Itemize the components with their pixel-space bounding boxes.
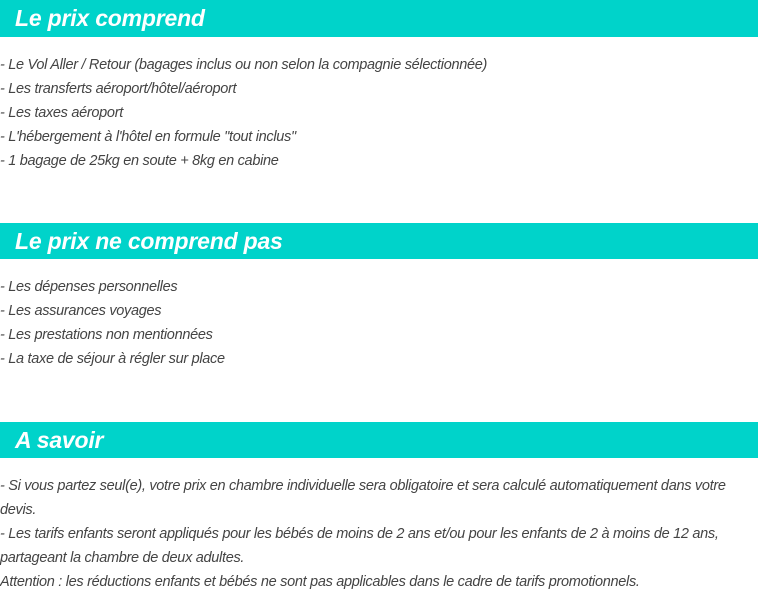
list-item: - Les taxes aéroport	[0, 105, 123, 121]
list-item: - Si vous partez seul(e), votre prix en chambre individuelle sera obligatoire et sera calculé automatiquement dans votre devis.	[0, 478, 726, 518]
list-item: - Les dépenses personnelles	[0, 279, 178, 295]
list-item: - Les prestations non mentionnées	[0, 327, 213, 343]
list-item: - Le Vol Aller / Retour (bagages inclus ou non selon la compagnie sélectionnée)	[0, 57, 488, 73]
good-to-know-list	[0, 474, 758, 594]
section-price-excludes	[0, 223, 758, 371]
section-price-includes	[0, 0, 758, 173]
section-good-to-know	[0, 422, 758, 594]
list-item: - 1 bagage de 25kg en soute + 8kg en cabine	[0, 153, 279, 169]
section-heading-price-includes: Le prix comprend	[0, 0, 758, 37]
price-excludes-list	[0, 275, 758, 371]
list-item: - La taxe de séjour à régler sur place	[0, 351, 225, 367]
list-item: - Les tarifs enfants seront appliqués pour les bébés de moins de 2 ans et/ou pour les enfants de 2 à moins de 12 ans, partageant la chambre de deux adultes.	[0, 526, 719, 566]
list-item: - Les transferts aéroport/hôtel/aéroport	[0, 81, 237, 97]
price-includes-list	[0, 53, 758, 173]
section-heading-price-excludes: Le prix ne comprend pas	[0, 223, 758, 259]
section-heading-good-to-know: A savoir	[0, 422, 758, 458]
list-item: - Les assurances voyages	[0, 303, 162, 319]
attention-note: Attention : les réductions enfants et bébés ne sont pas applicables dans le cadre de tarifs promotionnels.	[0, 574, 640, 590]
list-item: - L'hébergement à l'hôtel en formule "tout inclus"	[0, 129, 296, 145]
